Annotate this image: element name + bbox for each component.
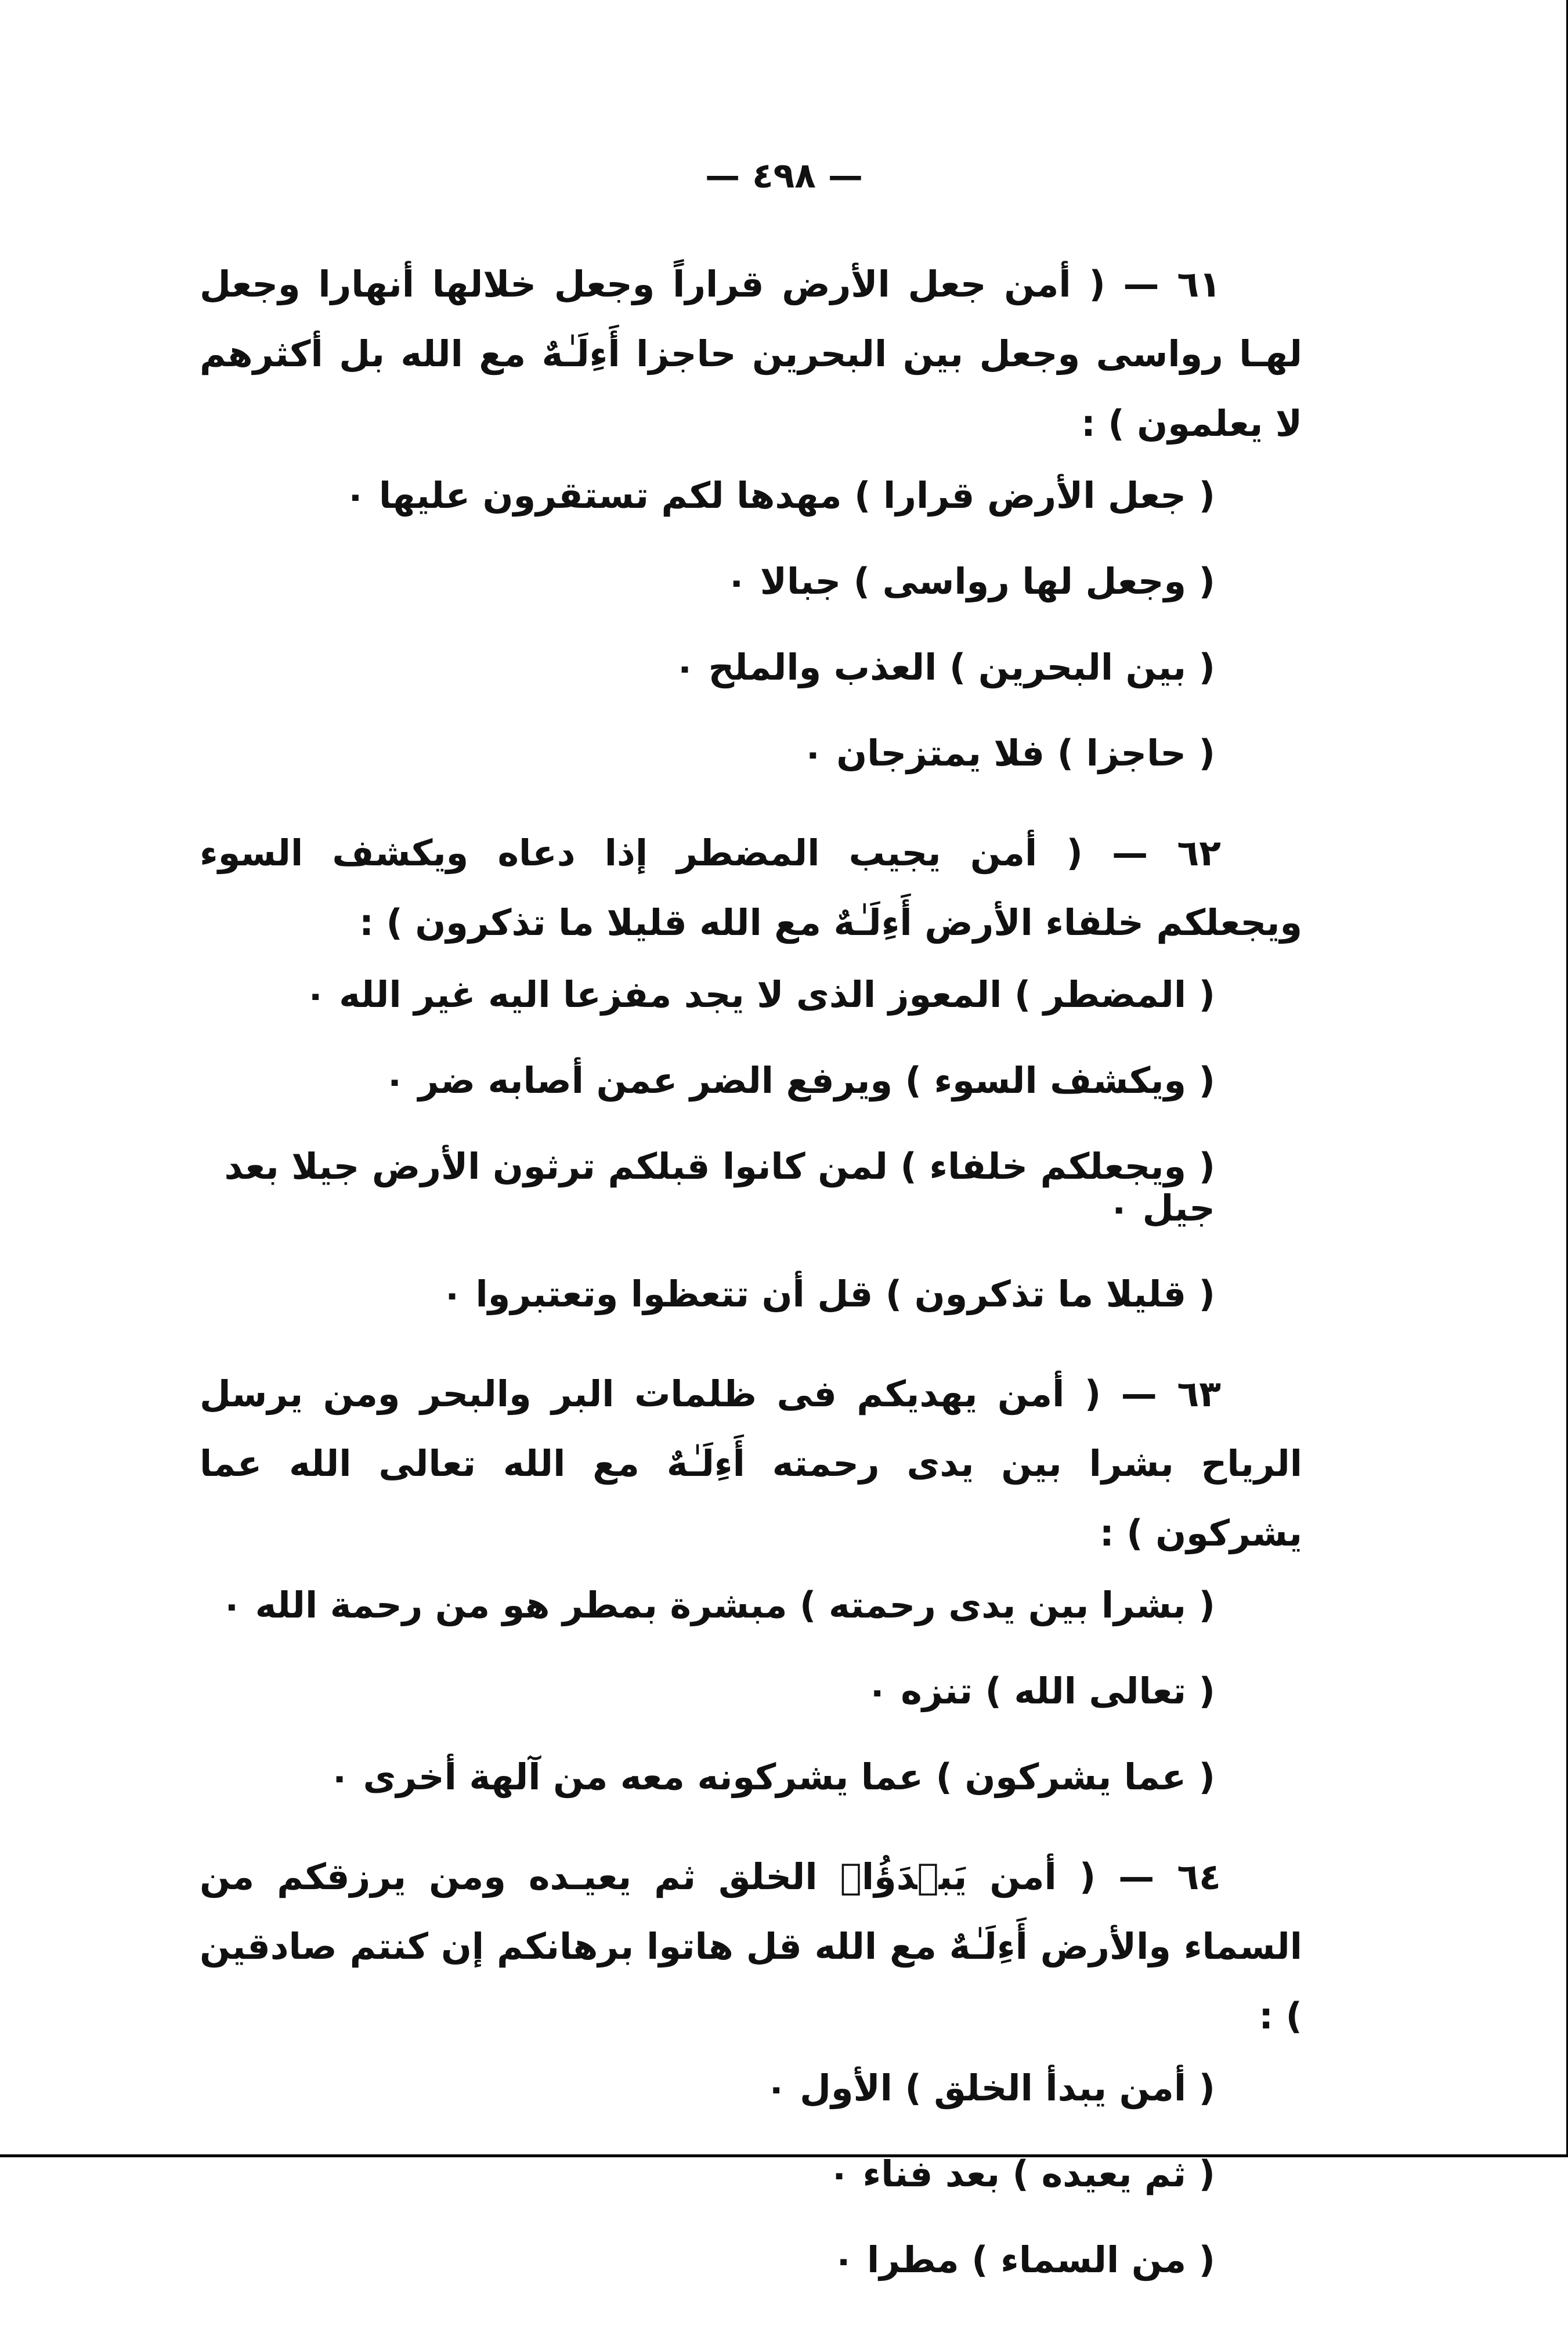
gloss-line: ( تعالى الله ) تنزه ٠ [866, 1670, 1215, 1712]
page-number: — ٤٩٨ — [705, 156, 863, 196]
gloss-line: ( المضطر ) المعوز الذى لا يجد مفزعا اليه غير الله ٠ [304, 973, 1215, 1016]
gloss-line: ( قليلا ما تذكرون ) قل أن تتعظوا وتعتبروا ٠ [441, 1273, 1215, 1315]
commentary-section-64 [200, 1842, 1302, 2281]
gloss-line: ( ويجعلكم خلفاء ) لمن كانوا قبلكم ترثون الأرض جيلا بعد جيل ٠ [224, 1145, 1215, 1229]
verse-text: ٦٢ — ( أمن يجيب المضطر إذا دعاه ويكشف السوء ويجعلكم خلفاء الأرض أَءِلَـٰهٌ مع الله قليلا ما تذكرون ) : [200, 832, 1302, 944]
gloss-line: ( بين البحرين ) العذب والملح ٠ [674, 646, 1215, 688]
gloss-line: ( عما يشركون ) عما يشركونه معه من آلهة أخرى ٠ [328, 1756, 1215, 1798]
commentary-section-63 [200, 1359, 1302, 1798]
gloss-line: ( من السماء ) مطرا ٠ [832, 2239, 1215, 2281]
gloss-line: ( جعل الأرض قرارا ) مهدها لكم تستقرون عليها ٠ [344, 474, 1215, 517]
gloss-line: ( أمن يبدأ الخلق ) الأول ٠ [765, 2067, 1215, 2109]
verse-text: ٦١ — ( أمن جعل الأرض قراراً وجعل خلالها أنهارا وجعل لهـا رواسى وجعل بين البحرين حاجزا أَءِلَـٰهٌ مع الله بل أكثرهم لا يعلمون ) : [200, 263, 1302, 445]
page-body [200, 250, 1302, 2325]
commentary-section-62 [200, 818, 1302, 1315]
gloss-line: ( بشرا بين يدى رحمته ) مبشرة بمطر هو من رحمة الله ٠ [221, 1584, 1215, 1626]
gloss-line: ( ويكشف السوء ) ويرفع الضر عمن أصابه ضر ٠ [384, 1059, 1215, 1102]
verse-text: ٦٤ — ( أمن يَبۡدَؤُا۟ الخلق ثم يعيـده ومن يرزقكم من السماء والأرض أَءِلَـٰهٌ مع الله قل هاتوا برهانكم إن كنتم صادقين ) : [200, 1855, 1302, 2037]
gloss-line: ( ثم يعيده ) بعد فناء ٠ [828, 2153, 1215, 2195]
gloss-line: ( وجعل لها رواسى ) جبالا ٠ [725, 560, 1215, 602]
gloss-line: ( حاجزا ) فلا يمتزجان ٠ [801, 732, 1215, 774]
commentary-section-61 [200, 250, 1302, 774]
verse-text: ٦٣ — ( أمن يهديكم فى ظلمات البر والبحر ومن يرسل الرياح بشرا بين يدى رحمته أَءِلَـٰهٌ مع الله تعالى الله عما يشركون ) : [200, 1373, 1302, 1554]
